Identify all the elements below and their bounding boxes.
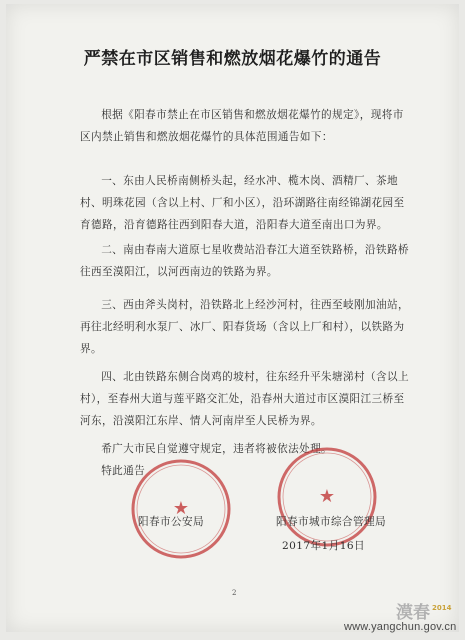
signatory-urban-management: 阳春市城市综合管理局 <box>276 516 386 528</box>
paragraph-text: 一、东由人民桥南侧桥头起，经水冲、榄木岗、酒精厂、茶地村、明珠花园（含以上村、厂和小区），沿环湖路往南经锦湖花园至育德路，沿育德路往西到阳春大道，沿阳春大道至南出口为界。 <box>80 175 405 231</box>
south-boundary-paragraph <box>80 239 410 283</box>
svg-text:★: ★ <box>172 498 190 519</box>
notice-date: 2017年1月16日 <box>282 540 365 552</box>
notice-title: 严禁在市区销售和燃放烟花爆竹的通告 <box>83 49 382 69</box>
paragraph-text: 根据《阳春市禁止在市区销售和燃放烟花爆竹的规定》，现将市区内禁止销售和燃放烟花爆竹的具体范围通告如下： <box>80 109 404 143</box>
page-number: 2 <box>232 589 237 597</box>
signatory-police: 阳春市公安局 <box>138 516 204 528</box>
site-url-watermark: www.yangchun.gov.cn <box>344 621 457 633</box>
police-seal <box>128 456 234 562</box>
west-boundary-paragraph <box>80 294 410 360</box>
east-boundary-paragraph <box>80 170 410 236</box>
paragraph-text: 二、南由春南大道原七星收费站沿春江大道至铁路桥，沿铁路桥往西至漠阳江，以河西南边的铁路为界。 <box>80 244 410 278</box>
paragraph-text: 希广大市民自觉遵守规定，违者将被依法处理。 <box>101 443 333 455</box>
north-boundary-paragraph <box>80 366 410 432</box>
site-logo-watermark: 漠春 <box>396 603 430 623</box>
paragraph-text: 四、北由铁路东侧合岗鸡的坡村，往东经升平朱塘涕村（含以上村），至春州大道与莲平路交汇处，沿春州大道过市区漠阳江三桥至河东，沿漠阳江东岸、情人河南岸至人民桥为界。 <box>80 371 410 427</box>
closing-text: 特此通告 <box>101 465 146 477</box>
svg-text:★: ★ <box>318 486 336 507</box>
watermark-year: 2014 <box>432 604 452 612</box>
urban-management-seal <box>274 444 380 550</box>
intro-paragraph <box>80 104 410 148</box>
document-page <box>6 4 459 632</box>
paragraph-text: 三、西由斧头岗村，沿铁路北上经沙河村，往西至岐刚加油站，再往北经明利水泵厂、冰厂、阳春货场（含以上厂和村），以铁路为界。 <box>80 299 410 355</box>
